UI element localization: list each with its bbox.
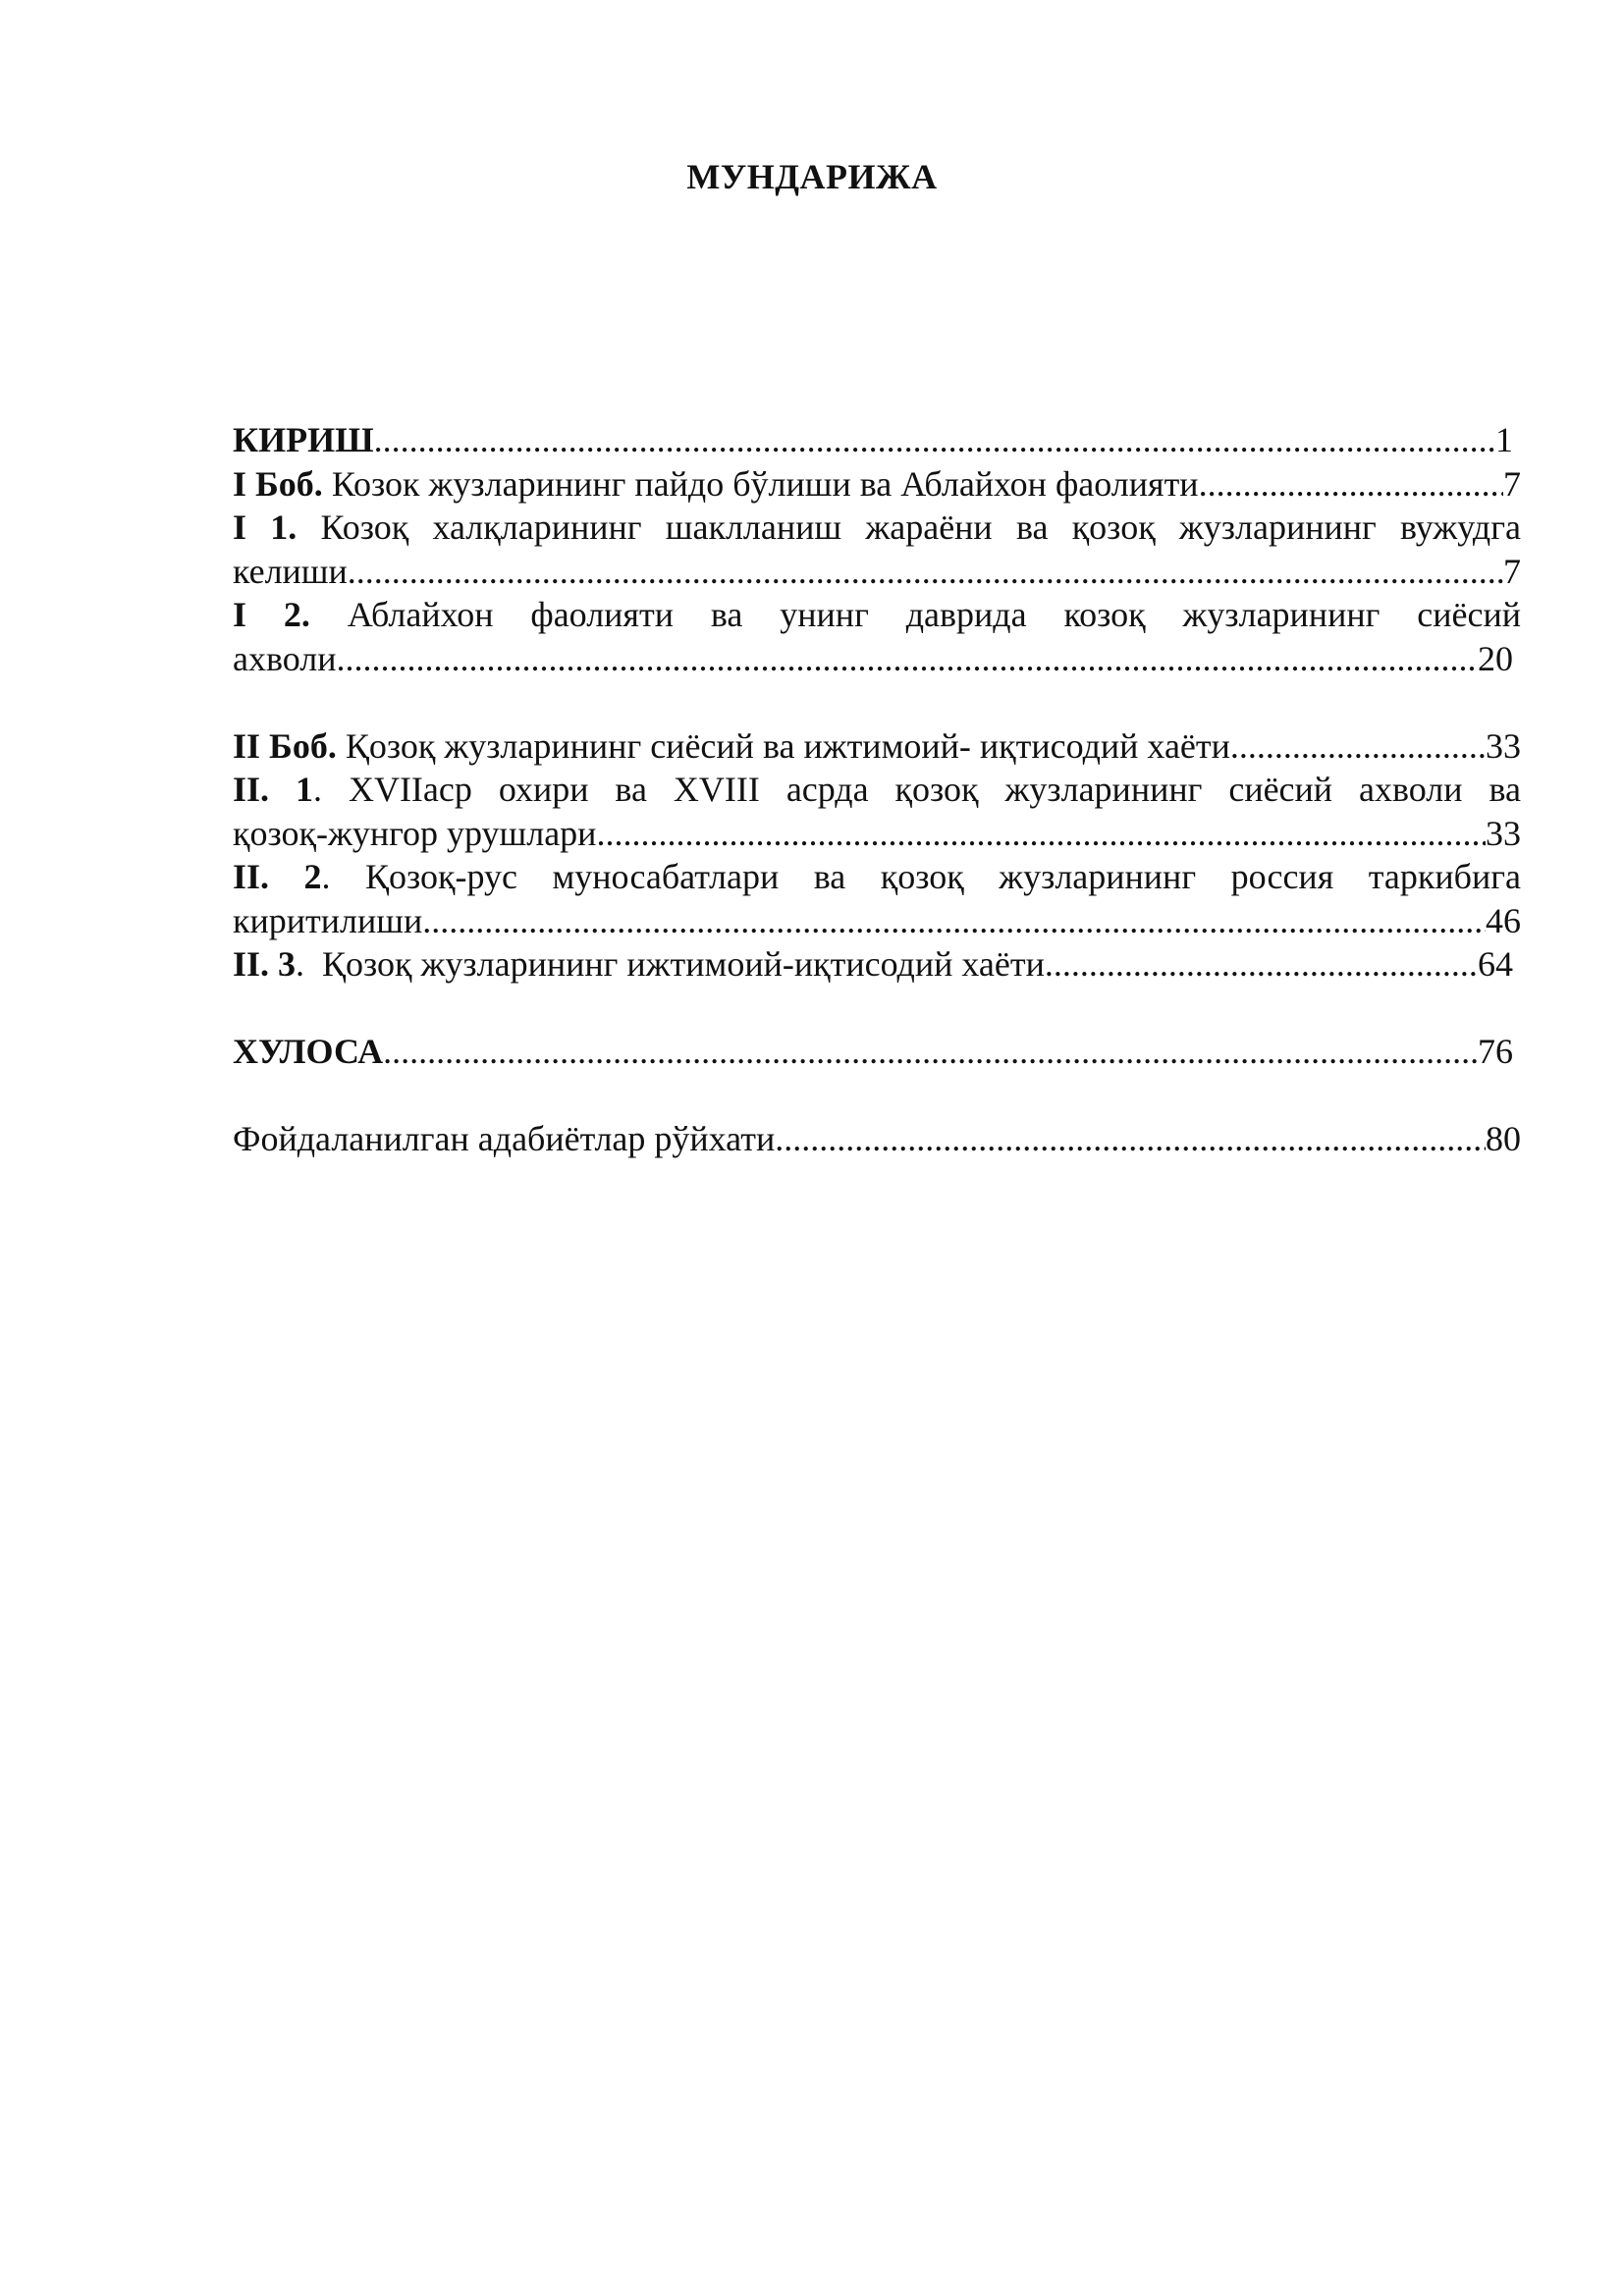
toc-page-number: 76 xyxy=(1478,1032,1513,1071)
toc-entry-references[interactable] xyxy=(233,1117,1521,1161)
toc-entry-label: I 1. Козоқ халқларининг шаклланиш жараёни ва қозоқ жузларининг вужудга xyxy=(233,507,1521,547)
toc-entry-label-continued: киритилиши xyxy=(233,900,423,940)
toc-entry-section-2-1[interactable] xyxy=(233,768,1521,855)
toc-entry-conclusion[interactable] xyxy=(233,1030,1521,1074)
toc-entry-label: I 2. Аблайхон фаолияти ва унинг даврида козоқ жузларининг сиёсий xyxy=(233,595,1521,634)
toc-entry-intro[interactable] xyxy=(233,418,1521,462)
toc-entry-label: ХУЛОСА xyxy=(233,1032,384,1071)
toc-entry-section-1-1[interactable] xyxy=(233,506,1521,593)
toc-page-number: 33 xyxy=(1486,813,1521,853)
dot-leader xyxy=(348,550,1503,594)
toc-entry-label-continued: қозоқ-жунгор урушлари xyxy=(233,813,597,853)
toc-entry-label: КИРИШ xyxy=(233,420,374,459)
toc-entry-section-2-2[interactable] xyxy=(233,855,1521,942)
toc-page-number: 20 xyxy=(1478,638,1513,678)
toc-page-number: 33 xyxy=(1486,725,1521,766)
dot-leader xyxy=(1199,462,1503,507)
dot-leader xyxy=(383,1030,1478,1074)
dot-leader xyxy=(1230,724,1486,769)
toc-page-number: 1 xyxy=(1495,420,1513,459)
dot-leader xyxy=(1045,942,1478,987)
dot-leader xyxy=(337,637,1479,681)
toc-page-number: 80 xyxy=(1486,1119,1521,1158)
toc-page-number: 46 xyxy=(1486,900,1521,940)
dot-leader xyxy=(374,418,1495,462)
toc-entry-label: II. 1. XVIIаср охири ва XVIII асрда қозоқ жузларининг сиёсий ахволи ва xyxy=(233,770,1521,809)
toc-entry-label-continued: ахволи xyxy=(233,638,337,678)
toc-page-number: 7 xyxy=(1503,463,1521,504)
toc-page-number: 64 xyxy=(1478,944,1513,984)
toc-page-number: 7 xyxy=(1503,551,1521,591)
dot-leader xyxy=(422,899,1486,943)
toc-entry-section-2-3[interactable] xyxy=(233,942,1521,987)
toc-entry-label: Фойдаланилган адабиётлар рўйхати xyxy=(233,1119,776,1158)
page-title: МУНДАРИЖА xyxy=(686,157,938,196)
toc-entry-label: II. 3. Қозоқ жузларининг ижтимоий-иқтисодий хаёти xyxy=(233,944,1045,984)
toc-entry-section-1-2[interactable] xyxy=(233,593,1521,680)
dot-leader xyxy=(596,812,1486,856)
toc-entry-label: I Боб. Козок жузларининг пайдо бўлиши ва Аблайхон фаолияти xyxy=(233,463,1199,504)
toc-entry-chapter-2[interactable] xyxy=(233,724,1521,769)
dot-leader xyxy=(775,1117,1486,1161)
table-of-contents xyxy=(233,418,1521,1161)
toc-entry-label-continued: келиши xyxy=(233,551,348,591)
toc-entry-chapter-1[interactable] xyxy=(233,462,1521,507)
toc-entry-label: II Боб. Қозоқ жузларининг сиёсий ва ижтимоий- иқтисодий хаёти xyxy=(233,725,1230,766)
toc-entry-label: II. 2. Қозоқ-рус муносабатлари ва қозоқ жузларининг россия таркибига xyxy=(233,857,1521,896)
